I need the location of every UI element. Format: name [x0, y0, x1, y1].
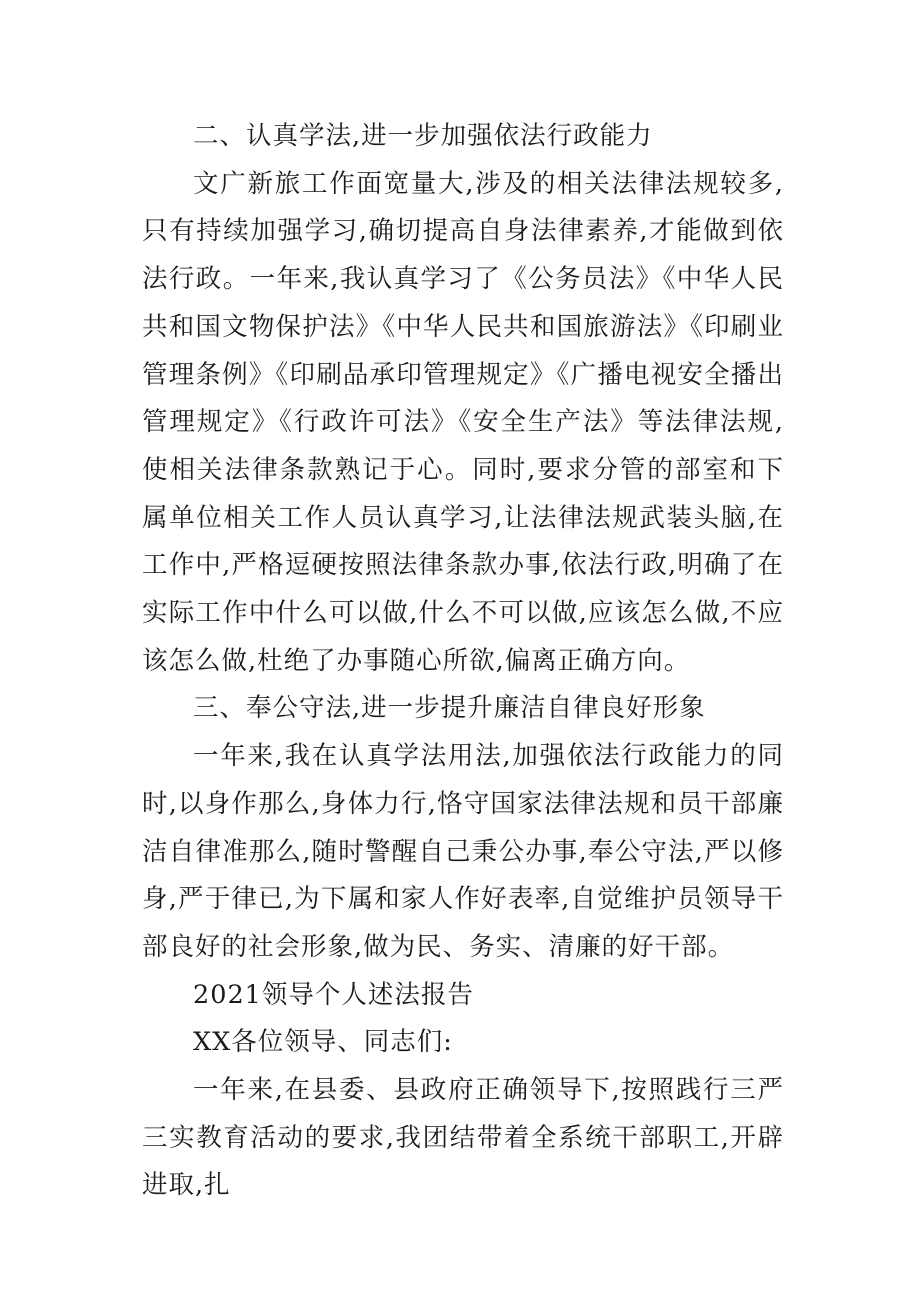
section-heading-3: 三、奉公守法,进一步提升廉洁自律良好形象 — [193, 693, 706, 724]
paragraph-intro: 一年来,在县委、县政府正确领导下,按照践行三严三实教育活动的要求,我团结带着全系统干部职工,开辟进取,扎 — [142, 1075, 784, 1201]
salutation: XX各位领导、同志们: — [193, 1027, 453, 1058]
paragraph-integrity: 一年来,我在认真学法用法,加强依法行政能力的同时,以身作那么,身体力行,恪守国家法律法规和员干部廉洁自律准那么,随时警醒自己秉公办事,奉公守法,严以修身,严于律已,为下属和家人作好表率,自觉维护员领导干部良好的社会形象,做为民、务实、清廉的好干部。 — [142, 741, 784, 962]
report-title: 2021领导个人述法报告 — [193, 979, 474, 1010]
section-heading-2: 二、认真学法,进一步加强依法行政能力 — [193, 121, 653, 151]
paragraph-study-law: 文广新旅工作面宽量大,涉及的相关法律法规较多,只有持续加强学习,确切提高自身法律素养,才能做到依法行政。一年来,我认真学习了《公务员法》《中华人民共和国文物保护法》《中华人民共和国旅游法》《印刷业管理条例》《印刷品承印管理规定》《广播电视安全播出管理规定》《行政许可法》《安全生产法》等法律法规,使相关法律条款熟记于心。同时,要求分管的部室和下属单位相关工作人员认真学习,让法律法规武装头脑,在工作中,严格逗硬按照法律条款办事,依法行政,明确了在实际工作中什么可以做,什么不可以做,应该怎么做,不应该怎么做,杜绝了办事随心所欲,偏离正确方向。 — [142, 168, 784, 676]
document-body — [142, 113, 784, 1210]
